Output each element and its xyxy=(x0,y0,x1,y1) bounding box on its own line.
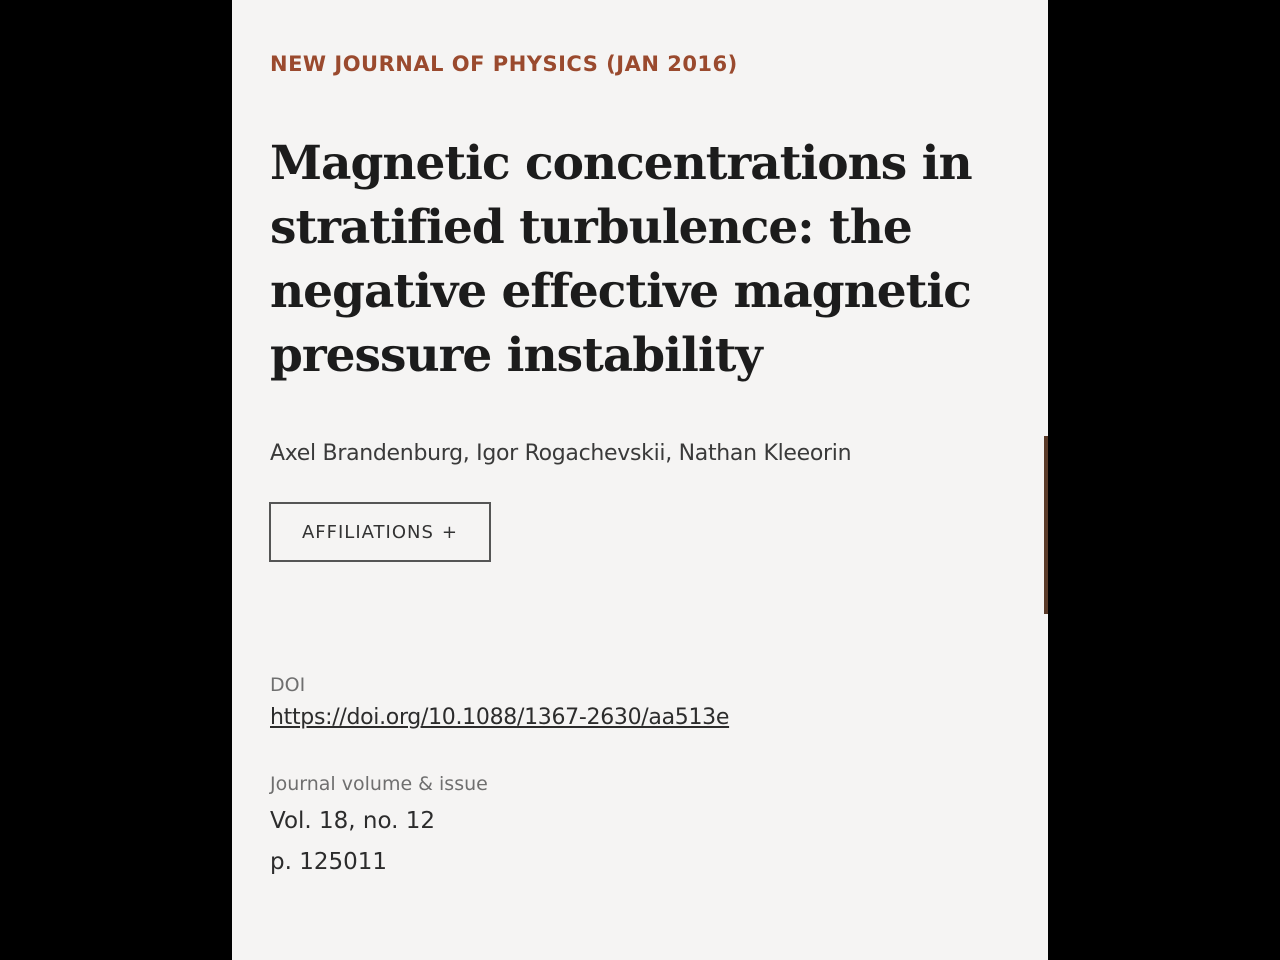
page-number: p. 125011 xyxy=(270,849,388,875)
scrollbar-edge xyxy=(1044,436,1048,614)
doi-label: DOI xyxy=(270,674,306,696)
author-list: Axel Brandenburg, Igor Rogachevskii, Nathan Kleeorin xyxy=(270,441,852,466)
affiliations-button[interactable] xyxy=(269,502,491,562)
article-title: Magnetic concentrations in stratified turbulence: the negative effective magnetic pressure instability xyxy=(270,136,972,383)
article-card xyxy=(232,0,1048,960)
plus-icon: + xyxy=(441,521,459,543)
affiliations-button-label: AFFILIATIONS xyxy=(301,521,434,543)
doi-link[interactable]: https://doi.org/10.1088/1367-2630/aa513e xyxy=(270,705,730,730)
volume-issue-label: Journal volume & issue xyxy=(270,773,488,795)
journal-name: NEW JOURNAL OF PHYSICS (JAN 2016) xyxy=(270,52,738,76)
volume-issue-value: Vol. 18, no. 12 xyxy=(270,808,436,834)
